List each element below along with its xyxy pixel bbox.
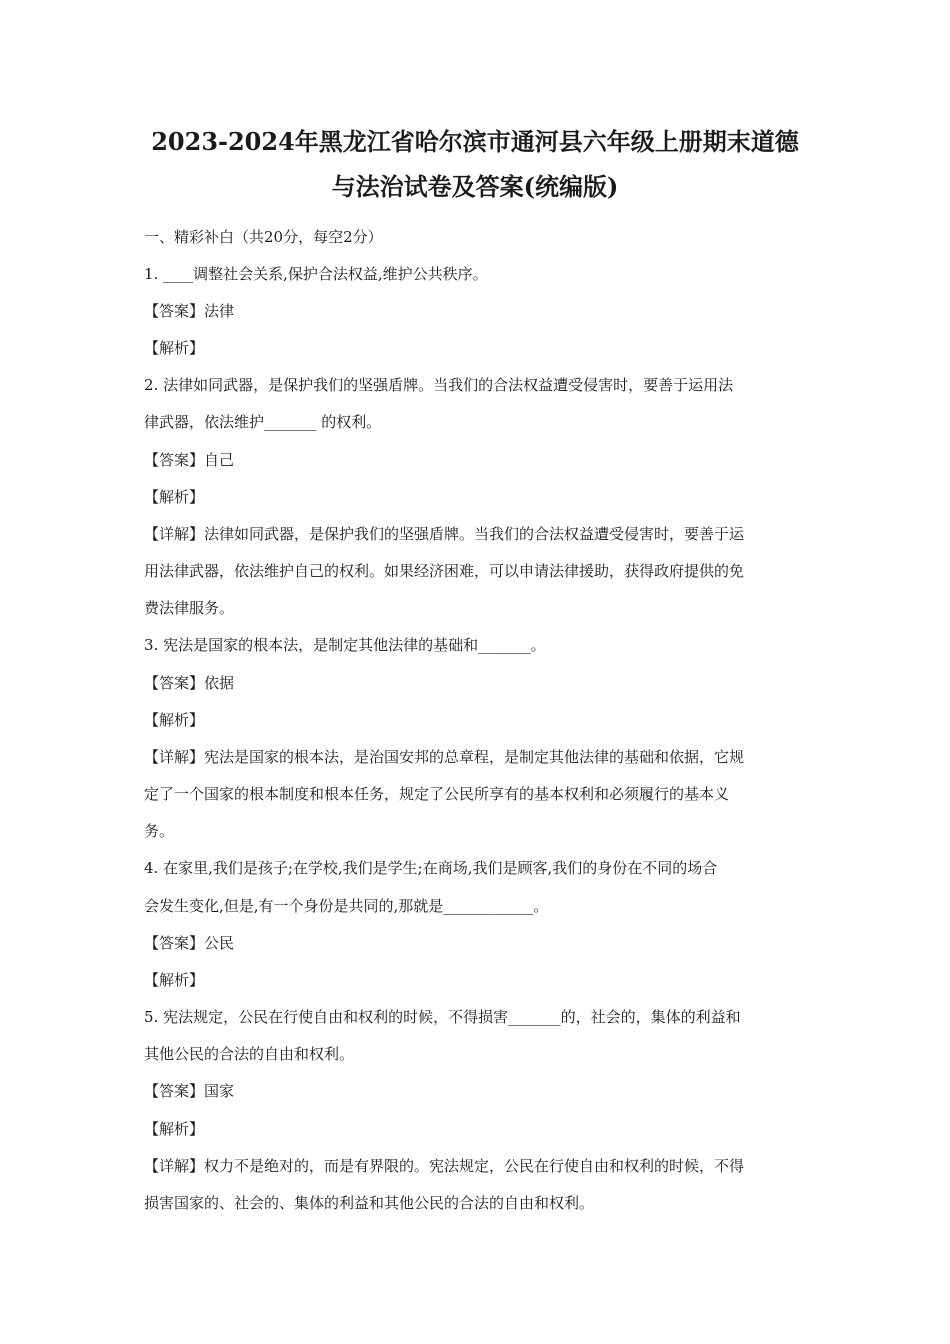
analysis-label: 【解析】 <box>144 488 205 506</box>
answer-line: 【答案】自己 <box>144 451 235 469</box>
explanation-line: 【详解】权力不是绝对的，而是有界限的。宪法规定，公民在行使自由和权利的时候，不得 <box>144 1157 745 1175</box>
analysis-label: 【解析】 <box>144 339 205 357</box>
question-line: 3. 宪法是国家的根本法，是制定其他法律的基础和_______。 <box>144 636 546 654</box>
text-line: 费法律服务。 <box>144 599 235 617</box>
text-line: 损害国家的、社会的、集体的利益和其他公民的合法的自由和权利。 <box>144 1194 595 1212</box>
analysis-label: 【解析】 <box>144 711 205 729</box>
explanation-line: 【详解】法律如同武器，是保护我们的坚强盾牌。当我们的合法权益遭受侵害时，要善于运 <box>144 525 745 543</box>
text-line: 会发生变化,但是,有一个身份是共同的,那就是____________。 <box>144 897 549 915</box>
document-title-line-1: 2023-2024年黑龙江省哈尔滨市通河县六年级上册期末道德 <box>151 127 799 156</box>
question-line: 5. 宪法规定，公民在行使自由和权利的时候，不得损害_______的，社会的，集体的利益和 <box>144 1008 741 1026</box>
document-title-line-2: 与法治试卷及答案(统编版) <box>331 172 619 201</box>
explanation-line: 【详解】宪法是国家的根本法，是治国安邦的总章程，是制定其他法律的基础和依据，它规 <box>144 748 745 766</box>
section-heading: 一、精彩补白（共20分，每空2分） <box>144 228 383 246</box>
analysis-label: 【解析】 <box>144 1120 205 1138</box>
question-line: 4. 在家里,我们是孩子;在学校,我们是学生;在商场,我们是顾客,我们的身份在不同的场合 <box>144 859 718 877</box>
answer-line: 【答案】公民 <box>144 934 235 952</box>
text-line: 用法律武器，依法维护自己的权利。如果经济困难，可以申请法律援助，获得政府提供的免 <box>144 562 745 580</box>
answer-line: 【答案】依据 <box>144 674 235 692</box>
answer-line: 【答案】法律 <box>144 302 235 320</box>
question-line: 1. ____调整社会关系,保护合法权益,维护公共秩序。 <box>144 265 488 283</box>
text-line: 其他公民的合法的自由和权利。 <box>144 1045 355 1063</box>
question-line: 2. 法律如同武器，是保护我们的坚强盾牌。当我们的合法权益遭受侵害时，要善于运用法 <box>144 376 734 394</box>
text-line: 务。 <box>144 822 175 840</box>
text-line: 定了一个国家的根本制度和根本任务，规定了公民所享有的基本权利和必须履行的基本义 <box>144 785 730 803</box>
text-line: 律武器，依法维护_______ 的权利。 <box>144 413 382 431</box>
answer-line: 【答案】国家 <box>144 1082 235 1100</box>
analysis-label: 【解析】 <box>144 971 205 989</box>
